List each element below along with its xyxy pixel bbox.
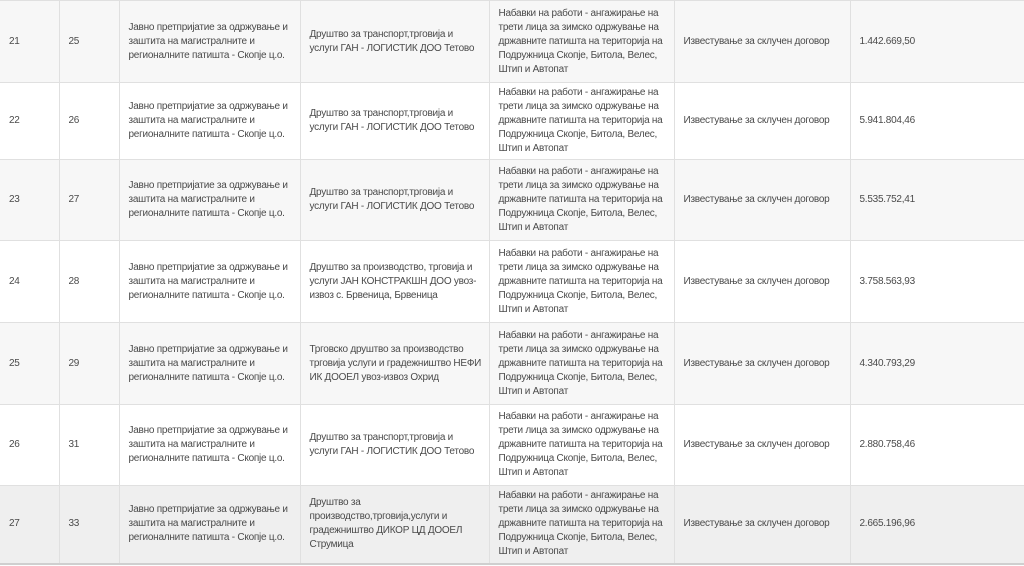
table-row[interactable]	[0, 1, 1024, 83]
cell-economic-operator: Друштво за производство, трговија и услуги ЈАН КОНСТРАКШН ДОО увоз-извоз с. Брвеница, Брвеница	[300, 241, 489, 323]
cell-economic-operator: Друштво за транспорт,трговија и услуги ГАН - ЛОГИСТИК ДОО Тетово	[300, 83, 489, 160]
cell-procurement-subject: Набавки на работи - ангажирање на трети лица за зимско одржување на државните патишта на територија на Подружница Скопје, Битола, Велес, Штип и Автопат	[489, 405, 674, 486]
table-row[interactable]	[0, 241, 1024, 323]
cell-row-number: 22	[0, 83, 59, 160]
table-row[interactable]	[0, 83, 1024, 160]
cell-row-number: 23	[0, 160, 59, 241]
cell-ref-number: 26	[59, 83, 119, 160]
cell-procurement-subject: Набавки на работи - ангажирање на трети лица за зимско одржување на државните патишта на територија на Подружница Скопје, Битола, Велес, Штип и Автопат	[489, 486, 674, 564]
cell-ref-number: 27	[59, 160, 119, 241]
table-row[interactable]	[0, 486, 1024, 564]
cell-ref-number: 25	[59, 1, 119, 83]
cell-row-number: 26	[0, 405, 59, 486]
table-row[interactable]	[0, 323, 1024, 405]
cell-contract-amount: 4.340.793,29	[850, 323, 1024, 405]
cell-contracting-authority: Јавно претпријатие за одржување и заштита на магистралните и регионалните патишта - Скопје ц.о.	[119, 486, 300, 564]
cell-economic-operator: Друштво за транспорт,трговија и услуги ГАН - ЛОГИСТИК ДОО Тетово	[300, 1, 489, 83]
cell-procurement-subject: Набавки на работи - ангажирање на трети лица за зимско одржување на државните патишта на територија на Подружница Скопје, Битола, Велес, Штип и Автопат	[489, 323, 674, 405]
cell-procurement-subject: Набавки на работи - ангажирање на трети лица за зимско одржување на државните патишта на територија на Подружница Скопје, Битола, Велес, Штип и Автопат	[489, 160, 674, 241]
cell-contract-amount: 5.941.804,46	[850, 83, 1024, 160]
cell-contracting-authority: Јавно претпријатие за одржување и заштита на магистралните и регионалните патишта - Скопје ц.о.	[119, 160, 300, 241]
cell-notice-type: Известување за склучен договор	[674, 323, 850, 405]
cell-notice-type: Известување за склучен договор	[674, 241, 850, 323]
cell-procurement-subject: Набавки на работи - ангажирање на трети лица за зимско одржување на државните патишта на територија на Подружница Скопје, Битола, Велес, Штип и Автопат	[489, 83, 674, 160]
cell-ref-number: 28	[59, 241, 119, 323]
cell-contracting-authority: Јавно претпријатие за одржување и заштита на магистралните и регионалните патишта - Скопје ц.о.	[119, 1, 300, 83]
cell-contracting-authority: Јавно претпријатие за одржување и заштита на магистралните и регионалните патишта - Скопје ц.о.	[119, 405, 300, 486]
cell-contract-amount: 2.665.196,96	[850, 486, 1024, 564]
table-row[interactable]	[0, 405, 1024, 486]
cell-row-number: 27	[0, 486, 59, 564]
cell-row-number: 24	[0, 241, 59, 323]
cell-ref-number: 31	[59, 405, 119, 486]
cell-contracting-authority: Јавно претпријатие за одржување и заштита на магистралните и регионалните патишта - Скопје ц.о.	[119, 323, 300, 405]
cell-ref-number: 29	[59, 323, 119, 405]
cell-economic-operator: Трговско друштво за производство трговија услуги и градежништво НЕФИ ИК ДООЕЛ увоз-извоз Охрид	[300, 323, 489, 405]
cell-economic-operator: Друштво за транспорт,трговија и услуги ГАН - ЛОГИСТИК ДОО Тетово	[300, 405, 489, 486]
cell-contract-amount: 1.442.669,50	[850, 1, 1024, 83]
procurement-notices-table-body	[0, 1, 1024, 564]
cell-notice-type: Известување за склучен договор	[674, 1, 850, 83]
cell-contract-amount: 3.758.563,93	[850, 241, 1024, 323]
cell-row-number: 21	[0, 1, 59, 83]
cell-row-number: 25	[0, 323, 59, 405]
cell-contract-amount: 5.535.752,41	[850, 160, 1024, 241]
cell-procurement-subject: Набавки на работи - ангажирање на трети лица за зимско одржување на државните патишта на територија на Подружница Скопје, Битола, Велес, Штип и Автопат	[489, 1, 674, 83]
cell-notice-type: Известување за склучен договор	[674, 486, 850, 564]
cell-notice-type: Известување за склучен договор	[674, 160, 850, 241]
cell-ref-number: 33	[59, 486, 119, 564]
cell-procurement-subject: Набавки на работи - ангажирање на трети лица за зимско одржување на државните патишта на територија на Подружница Скопје, Битола, Велес, Штип и Автопат	[489, 241, 674, 323]
cell-economic-operator: Друштво за производство,трговија,услуги и градежништво ДИКОР ЦД ДООЕЛ Струмица	[300, 486, 489, 564]
cell-contracting-authority: Јавно претпријатие за одржување и заштита на магистралните и регионалните патишта - Скопје ц.о.	[119, 241, 300, 323]
cell-economic-operator: Друштво за транспорт,трговија и услуги ГАН - ЛОГИСТИК ДОО Тетово	[300, 160, 489, 241]
cell-contract-amount: 2.880.758,46	[850, 405, 1024, 486]
cell-contracting-authority: Јавно претпријатие за одржување и заштита на магистралните и регионалните патишта - Скопје ц.о.	[119, 83, 300, 160]
cell-notice-type: Известување за склучен договор	[674, 83, 850, 160]
table-row[interactable]	[0, 160, 1024, 241]
cell-notice-type: Известување за склучен договор	[674, 405, 850, 486]
